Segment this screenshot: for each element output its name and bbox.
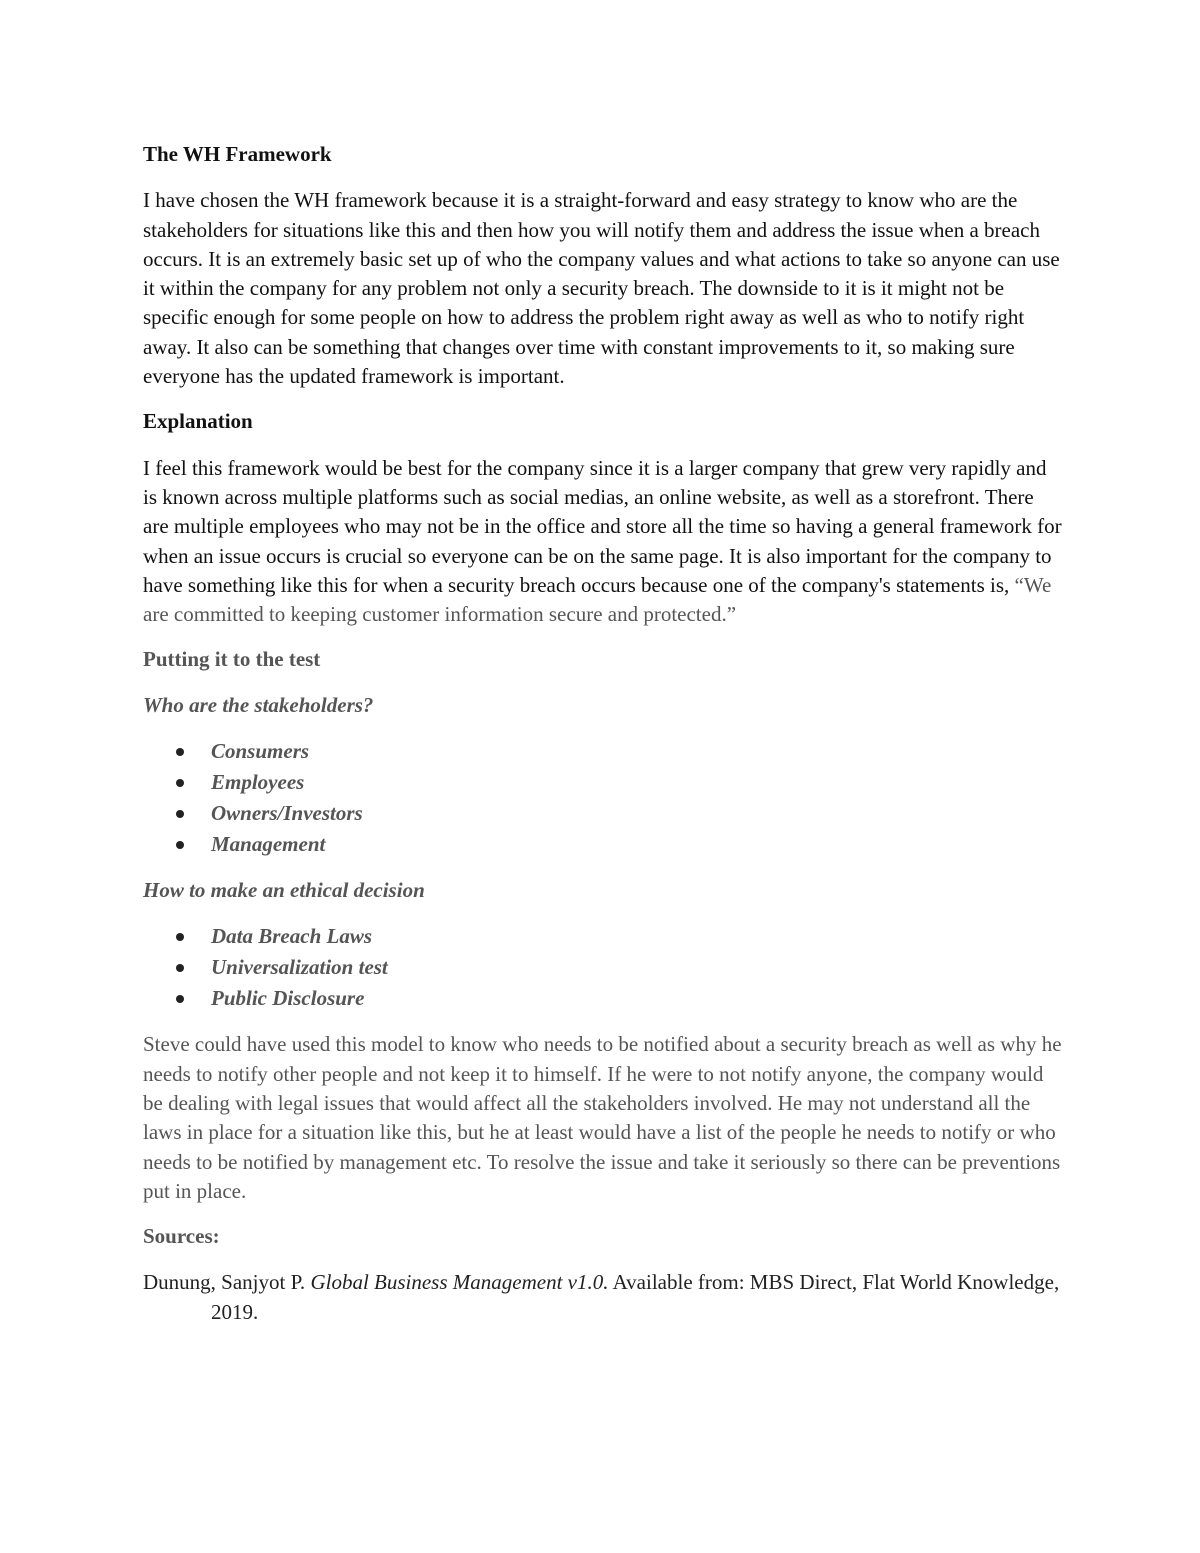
- company-statement-quote: “We are committed to keeping customer information secure and protected.”: [143, 572, 1052, 627]
- explanation-heading: Explanation: [143, 409, 253, 434]
- explanation-body: I feel this framework would be best for the company since it is a larger company that grew very rapidly and is known across multiple platforms such as social medias, an online website, as well as a storefront. There are multiple employees who may not be in the office and store all the time so having a general framework for when an issue occurs is crucial so everyone can be on the same page. It is also important for the company to have something like this for when a security breach occurs because one of the company's statements is,: [143, 455, 1062, 597]
- list-item: Public Disclosure: [143, 983, 1063, 1014]
- explanation-paragraph: [143, 454, 1063, 630]
- citation-publisher: Available from: MBS Direct, Flat World Knowledge, 2019.: [211, 1270, 1060, 1324]
- list-item: Consumers: [143, 736, 1063, 767]
- steve-paragraph: Steve could have used this model to know who needs to be notified about a security breach as well as why he needs to notify other people and not keep it to himself. If he were to not notify anyone, the company would be dealing with legal issues that would affect all the stakeholders involved. He may not understand all the laws in place for a situation like this, but he at least would have a list of the people he needs to notify or who needs to be notified by management etc. To resolve the issue and take it seriously so there can be preventions put in place.: [143, 1032, 1062, 1203]
- stakeholders-list: [143, 736, 1063, 860]
- ethical-decision-list: [143, 921, 1063, 1014]
- list-item: Data Breach Laws: [143, 921, 1063, 952]
- citation: [143, 1268, 1063, 1327]
- sources-heading: Sources:: [143, 1224, 220, 1249]
- list-item: Owners/Investors: [143, 798, 1063, 829]
- framework-paragraph: I have chosen the WH framework because it is a straight-forward and easy strategy to know who are the stakeholders for situations like this and then how you will notify them and address the issue when a breach occurs. It is an extremely basic set up of who the company values and what actions to take so anyone can use it within the company for any problem not only a security breach. The downside to it is it might not be specific enough for some people on how to address the problem right away as well as who to notify right away. It also can be something that changes over time with constant improvements to it, so making sure everyone has the updated framework is important.: [143, 188, 1060, 389]
- citation-title: Global Business Management v1.0.: [310, 1270, 609, 1295]
- list-item: Management: [143, 829, 1063, 860]
- list-item: Universalization test: [143, 952, 1063, 983]
- document-page: [143, 140, 1063, 1327]
- list-item: Employees: [143, 767, 1063, 798]
- test-heading: Putting it to the test: [143, 647, 321, 672]
- stakeholders-heading: Who are the stakeholders?: [143, 692, 374, 717]
- framework-heading: The WH Framework: [143, 142, 332, 166]
- ethical-decision-heading: How to make an ethical decision: [143, 878, 425, 903]
- citation-author: Dunung, Sanjyot P.: [143, 1270, 311, 1295]
